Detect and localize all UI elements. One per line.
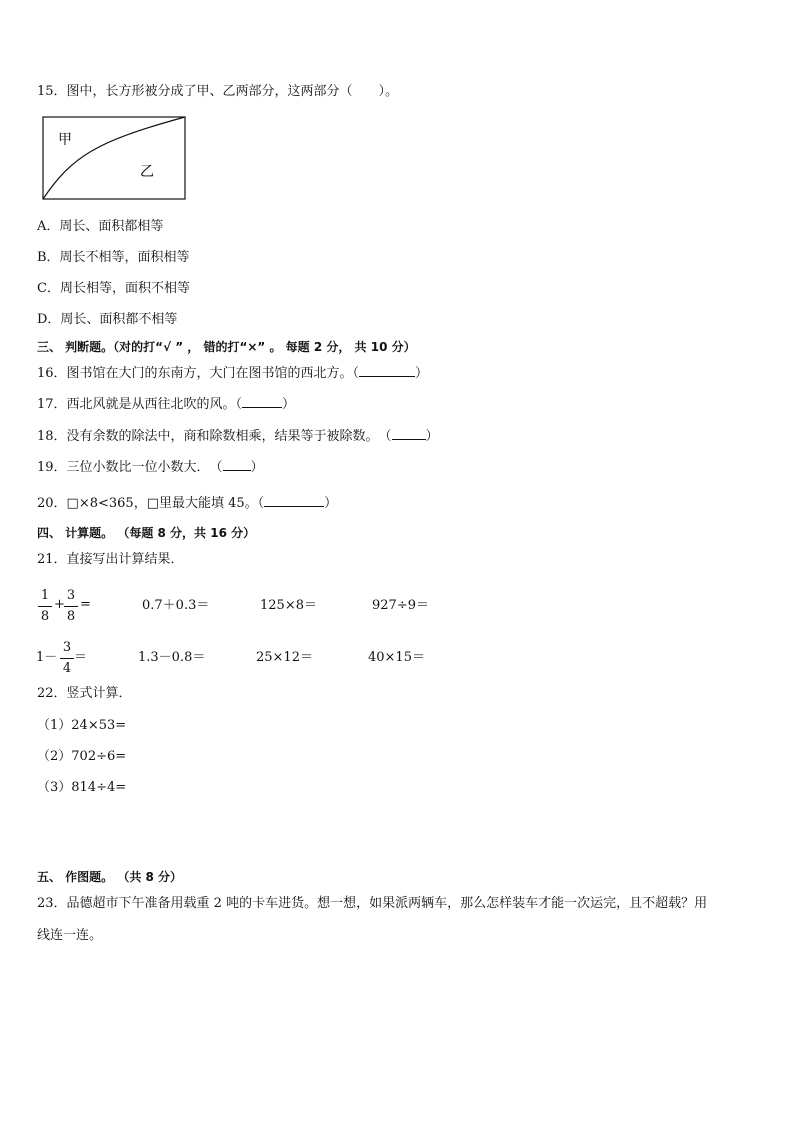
q22-item-2: （2）702÷6= (37, 749, 127, 764)
section3-heading: 三、 判断题。（对的打“√ ” ， 错的打“×” 。 每题 2 分， 共 10 分） (37, 340, 416, 354)
q20-answer-blank[interactable] (264, 494, 324, 507)
q18: 18．没有余数的除法中，商和除数相乘，结果等于被除数。 （ ） (37, 429, 439, 444)
q19-text: 19．三位小数比一位小数大． （ (37, 460, 223, 475)
q19: 19．三位小数比一位小数大． （ ） (37, 460, 264, 475)
fraction-bar (38, 606, 52, 607)
q18-answer-blank[interactable] (392, 427, 426, 440)
q21-stem: 21．直接写出计算结果． (37, 552, 184, 567)
fraction-3-8: 3 8 (64, 588, 78, 625)
plus-sign: + (54, 597, 65, 612)
q22-item-3: （3）814÷4= (37, 780, 127, 795)
option-d[interactable]: D．周长、面积都不相等 (37, 312, 178, 327)
option-b[interactable]: B．周长不相等，面积相等 (37, 250, 190, 265)
q18-text: 18．没有余数的除法中，商和除数相乘，结果等于被除数。 （ (37, 429, 392, 444)
equals-sign-2: ＝ (74, 650, 88, 665)
one-minus: 1－ (36, 650, 58, 665)
fraction-bar (60, 658, 74, 659)
q22-stem: 22．竖式计算． (37, 686, 132, 701)
q16: 16．图书馆在大门的东南方，大门在图书馆的西北方。（ ） (37, 366, 429, 381)
option-c[interactable]: C．周长相等，面积不相等 (37, 281, 190, 296)
dividing-curve (43, 117, 185, 199)
q17-answer-blank[interactable] (242, 395, 282, 408)
q16-text: 16．图书馆在大门的东南方，大门在图书馆的西北方。（ (37, 366, 360, 381)
q23-line1: 23．品德超市下午准备用载重 2 吨的卡车进货。想一想，如果派两辆车，那么怎样装车才能一次运完，且不超载？用 (37, 896, 708, 911)
fraction-1-8: 1 8 (38, 588, 52, 625)
calc-927div9: 927÷9＝ (372, 598, 429, 613)
q22-item-1: （1）24×53= (37, 718, 127, 733)
q20: 20．□×8<365，□里最大能填 45。（ ） (37, 496, 338, 511)
equals-sign: = (80, 597, 91, 612)
label-jia: 甲 (58, 132, 72, 148)
rectangle-figure (42, 116, 188, 202)
fraction-3-4: 3 4 (60, 640, 74, 677)
calc-0-7-plus-0-3: 0.7＋0.3＝ (142, 598, 210, 613)
option-a[interactable]: A．周长、面积都相等 (37, 219, 164, 234)
calc-25x12: 25×12＝ (256, 650, 313, 665)
q23-line2: 线连一连。 (37, 928, 103, 943)
q20-text: 20．□×8<365，□里最大能填 45。（ (37, 496, 265, 511)
label-yi: 乙 (140, 164, 154, 180)
section4-heading: 四、 计算题。 （每题 8 分，共 16 分） (37, 526, 256, 540)
fraction-bar (64, 606, 78, 607)
section5-heading: 五、 作图题。 （共 8 分） (37, 870, 183, 884)
calc-125x8: 125×8＝ (260, 598, 317, 613)
q17: 17．西北风就是从西往北吹的风。（ ） (37, 397, 296, 412)
calc-40x15: 40×15＝ (368, 650, 425, 665)
q19-answer-blank[interactable] (223, 458, 251, 471)
q16-answer-blank[interactable] (359, 364, 415, 377)
calc-1-3-minus-0-8: 1.3－0.8＝ (138, 650, 206, 665)
q15-stem: 15．图中，长方形被分成了甲、乙两部分，这两部分（ ）。 (37, 84, 399, 99)
q17-text: 17．西北风就是从西往北吹的风。（ (37, 397, 243, 412)
